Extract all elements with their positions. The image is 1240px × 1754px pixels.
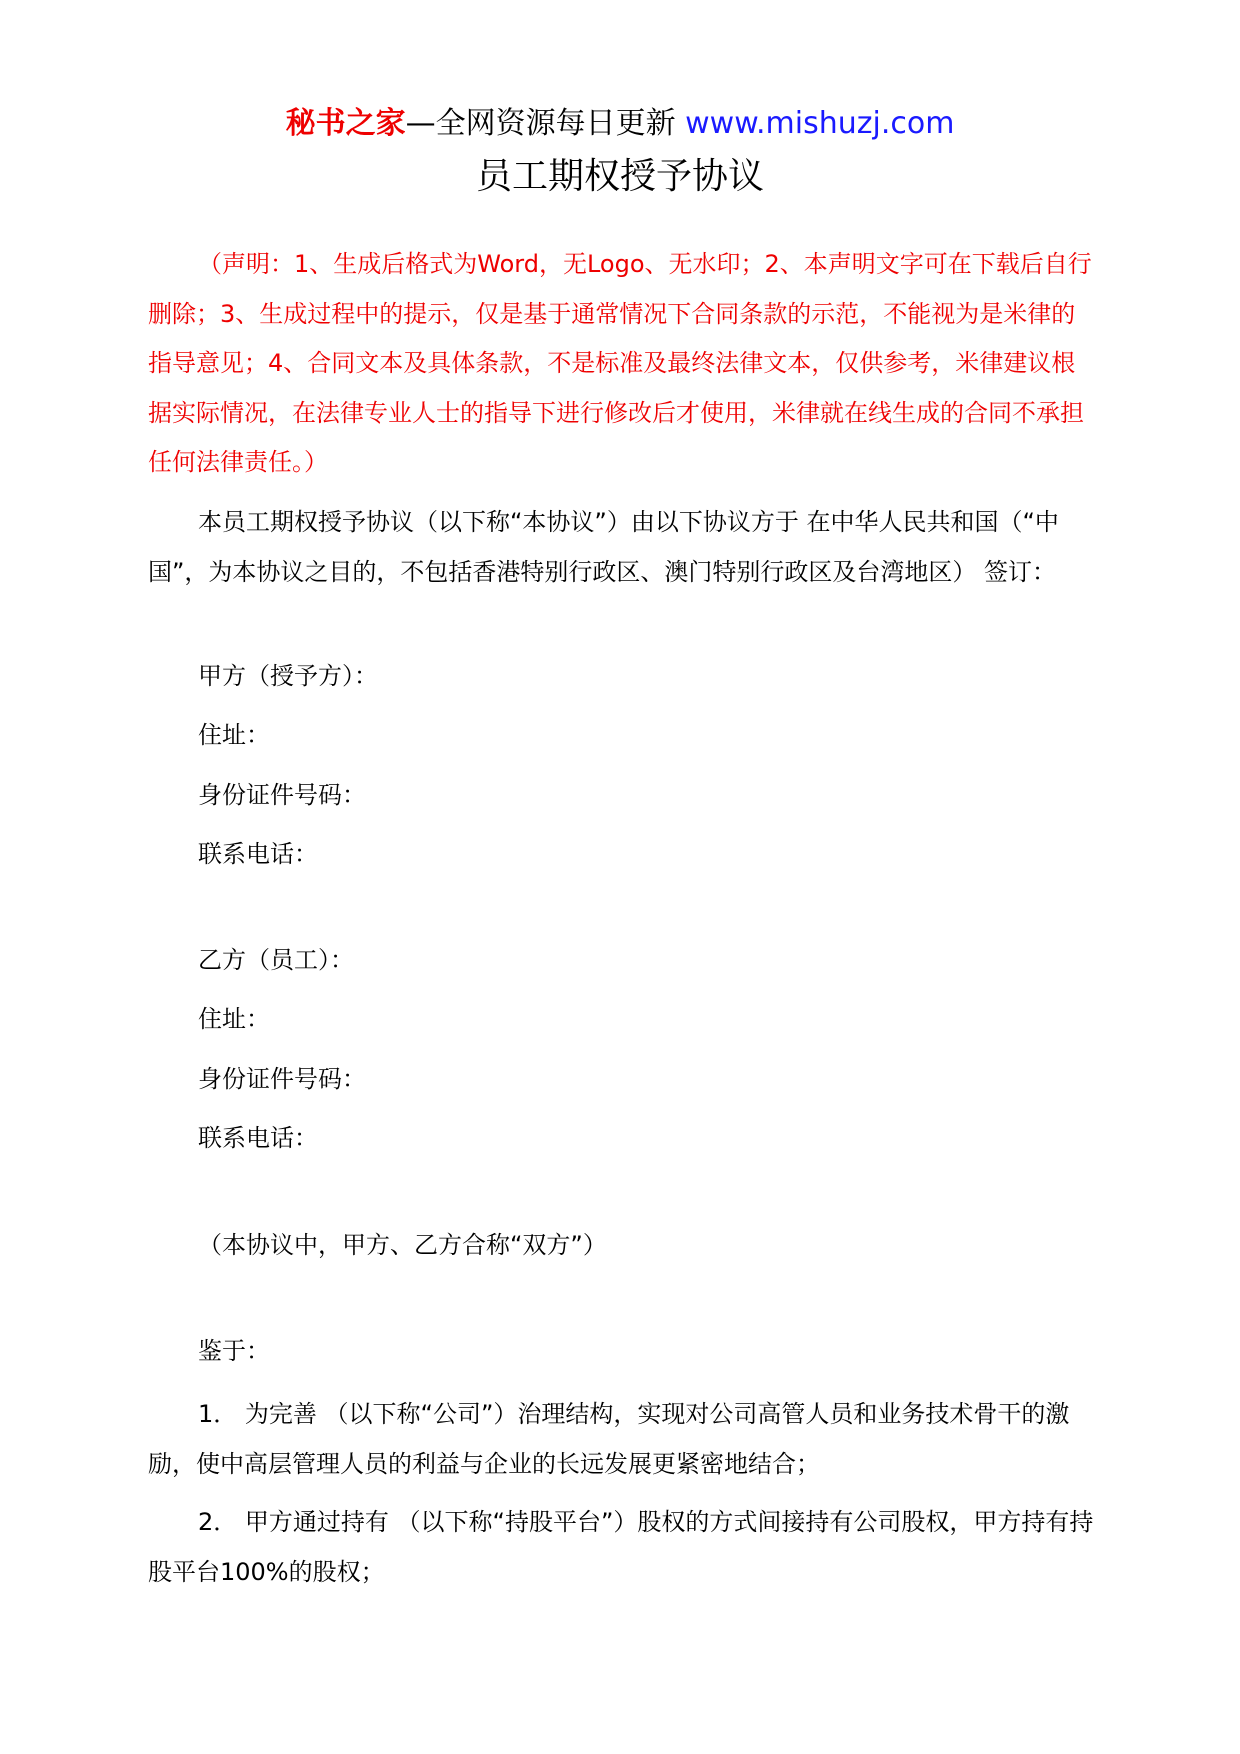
party-a-label: 甲方（授予方）：	[198, 662, 378, 690]
party-a-phone: 联系电话：	[198, 840, 318, 868]
brand-name: 秘书之家	[285, 106, 406, 141]
party-b-label: 乙方（员工）：	[198, 946, 354, 974]
party-b-address: 住址：	[198, 1005, 270, 1033]
party-a-address: 住址：	[198, 721, 270, 749]
disclaimer-notice	[148, 240, 1098, 488]
document-title: 员工期权授予协议	[475, 156, 764, 197]
whereas-item-text: 2． 甲方通过持有 （以下称“持股平台”）股权的方式间接持有公司股权，甲方持有持股平台100%的股权；	[148, 1508, 1094, 1586]
header-tagline: —全网资源每日更新	[405, 106, 676, 141]
party-b-id-number: 身份证件号码：	[198, 1065, 366, 1093]
site-url-link[interactable]: www.mishuzj.com	[685, 106, 955, 141]
intro-text: 本员工期权授予协议（以下称“本协议”）由以下协议方于 在中华人民共和国（“中国”，为本协议之目的，不包括香港特别行政区、澳门特别行政区及台湾地区） 签订：	[148, 508, 1059, 586]
party-a-id-number: 身份证件号码：	[198, 781, 366, 809]
site-header	[0, 102, 1240, 146]
whereas-item-1	[148, 1390, 1098, 1489]
intro-paragraph	[148, 498, 1098, 597]
whereas-item-2	[148, 1498, 1098, 1597]
party-b-phone: 联系电话：	[198, 1124, 318, 1152]
whereas-item-text: 1． 为完善 （以下称“公司”）治理结构，实现对公司高管人员和业务技术骨干的激励，使中高层管理人员的利益与企业的长远发展更紧密地结合；	[148, 1400, 1070, 1478]
disclaimer-text: （声明：1、生成后格式为Word，无Logo、无水印；2、本声明文字可在下载后自行删除；3、生成过程中的提示，仅是基于通常情况下合同条款的示范，不能视为是米律的指导意见；4、合同文本及具体条款，不是标准及最终法律文本，仅供参考，米律建议根据实际情况，在法律专业人士的指导下进行修改后才使用，米律就在线生成的合同不承担任何法律责任。）	[148, 250, 1092, 476]
collective-definition: （本协议中，甲方、乙方合称“双方”）	[198, 1231, 607, 1259]
whereas-heading: 鉴于：	[198, 1337, 270, 1365]
